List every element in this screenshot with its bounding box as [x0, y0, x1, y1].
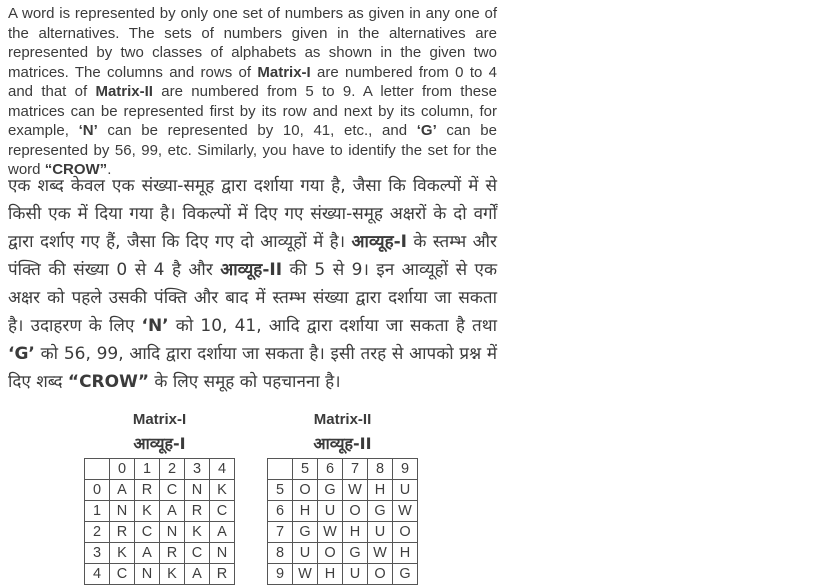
corner-cell [268, 459, 293, 480]
row-header-cell: 0 [85, 480, 110, 501]
table-row [85, 522, 235, 543]
text-segment: एक शब्द केवल एक संख्या-समूह द्वारा दर्शाया गया है, जैसा कि विकल्पों में से किसी एक में दिया गया है। विकल्पों में दिए गए संख्या-समूह अक्षरों के दो वर्गों द्वारा दर्शाए गए हैं, जैसा कि दिए गए दो आव्यूहों में है। [8, 176, 497, 252]
matrix-cell: N [160, 522, 185, 543]
table-row [85, 501, 235, 522]
row-header-cell: 6 [268, 501, 293, 522]
table-row [85, 459, 235, 480]
matrix-cell: R [135, 480, 160, 501]
text-segment: को 10, 41, आदि द्वारा दर्शाया जा सकता है तथा [168, 316, 497, 336]
text-segment-bold: ‘N’ [141, 316, 169, 336]
text-segment-bold: आव्यूह-II [220, 260, 283, 280]
matrix-cell: C [210, 501, 235, 522]
matrix-cell: A [135, 543, 160, 564]
text-segment-bold: आव्यूह-I [351, 232, 408, 252]
text-segment-bold: Matrix-I [257, 63, 311, 81]
text-segment-bold: “CROW” [44, 161, 108, 178]
text-segment: can be represented by 10, 41, etc., and [97, 122, 417, 139]
table-row [268, 543, 418, 564]
text-segment-bold: ‘G’ [416, 122, 437, 139]
matrix-cell: G [318, 480, 343, 501]
text-segment: . [107, 161, 112, 178]
matrix-cell: N [210, 543, 235, 564]
table-row [268, 564, 418, 585]
text-segment: A word is represented by only one set of numbers as given in any one of the alternatives. The sets of numbers given in the alternatives are represented by two classes of alphabets as shown in the given two matrices. The columns and rows of [8, 5, 497, 81]
matrix-cell: C [110, 564, 135, 585]
matrix1-title: Matrix-I [132, 411, 187, 428]
col-header-cell: 9 [393, 459, 418, 480]
matrix-cell: R [110, 522, 135, 543]
matrix-cell: K [160, 564, 185, 585]
matrix-cell: K [135, 501, 160, 522]
text-segment: के लिए समूह को पहचानना है। [149, 372, 341, 392]
table-row [268, 522, 418, 543]
col-header-cell: 6 [318, 459, 343, 480]
matrix-cell: R [210, 564, 235, 585]
row-header-cell: 8 [268, 543, 293, 564]
row-header-cell: 4 [85, 564, 110, 585]
matrix-cell: A [160, 501, 185, 522]
text-segment: are numbered from 0 to 4 and that of [8, 63, 497, 100]
matrix-cell: U [368, 522, 393, 543]
matrix-cell: G [393, 564, 418, 585]
matrix-cell: C [135, 522, 160, 543]
text-segment: के स्तम्भ और पंक्ति की संख्या 0 से 4 है और [8, 232, 497, 280]
matrix-cell: H [318, 564, 343, 585]
col-header-cell: 5 [293, 459, 318, 480]
question-text-english [8, 4, 497, 180]
matrix1-table [84, 458, 235, 585]
matrix-cell: O [393, 522, 418, 543]
matrix-cell: O [318, 543, 343, 564]
matrix-cell: K [110, 543, 135, 564]
matrix1-label [84, 410, 235, 457]
matrix-cell: A [210, 522, 235, 543]
col-header-cell: 3 [185, 459, 210, 480]
col-header-cell: 7 [343, 459, 368, 480]
table-row [85, 480, 235, 501]
matrix-cell: R [185, 501, 210, 522]
matrix2-table [267, 458, 418, 585]
matrix-cell: N [110, 501, 135, 522]
matrix-cell: K [210, 480, 235, 501]
matrix-cell: H [393, 543, 418, 564]
text-segment: are numbered from 5 to 9. A letter from these matrices can be represented first by its row and next by its column, for example, [8, 83, 497, 139]
text-segment: की 5 से 9। इन आव्यूहों से एक अक्षर को पहले उसकी पंक्ति और बाद में स्तम्भ संख्या द्वारा दर्शाया जा सकता है। उदाहरण के लिए [8, 260, 497, 336]
row-header-cell: 5 [268, 480, 293, 501]
matrix-cell: N [135, 564, 160, 585]
matrix-cell: G [343, 543, 368, 564]
matrix-cell: U [293, 543, 318, 564]
table-row [268, 459, 418, 480]
matrix-cell: O [368, 564, 393, 585]
matrix2-title: Matrix-II [313, 411, 372, 428]
question-text-hindi [8, 172, 497, 396]
matrix-cell: A [110, 480, 135, 501]
matrix-cell: W [393, 501, 418, 522]
matrix-cell: A [185, 564, 210, 585]
matrix-cell: W [343, 480, 368, 501]
row-header-cell: 7 [268, 522, 293, 543]
matrix2-label [267, 410, 418, 457]
matrix-cell: U [343, 564, 368, 585]
table-row [268, 501, 418, 522]
row-header-cell: 2 [85, 522, 110, 543]
matrix-cell: W [318, 522, 343, 543]
col-header-cell: 0 [110, 459, 135, 480]
col-header-cell: 2 [160, 459, 185, 480]
row-header-cell: 3 [85, 543, 110, 564]
matrix-cell: O [293, 480, 318, 501]
text-segment: can be represented by 56, 99, etc. Similarly, you have to identify the set for the word [8, 122, 497, 178]
matrix-cell: H [343, 522, 368, 543]
text-segment-bold: Matrix-II [95, 83, 153, 100]
matrix-cell: H [368, 480, 393, 501]
matrix-cell: C [185, 543, 210, 564]
matrix2-subtitle: आव्यूह-II [313, 434, 372, 453]
col-header-cell: 1 [135, 459, 160, 480]
col-header-cell: 4 [210, 459, 235, 480]
text-segment-bold: “CROW” [67, 372, 150, 392]
matrix1-subtitle: आव्यूह-I [133, 434, 186, 453]
matrix-cell: C [160, 480, 185, 501]
table-row [85, 543, 235, 564]
row-header-cell: 9 [268, 564, 293, 585]
matrix-cell: G [368, 501, 393, 522]
matrix-cell: O [343, 501, 368, 522]
matrix-cell: H [293, 501, 318, 522]
matrix-cell: R [160, 543, 185, 564]
matrix-cell: U [393, 480, 418, 501]
table-row [85, 564, 235, 585]
text-segment-bold: ‘G’ [8, 344, 35, 364]
matrix-cell: W [368, 543, 393, 564]
corner-cell [85, 459, 110, 480]
matrix-cell: N [185, 480, 210, 501]
matrix-cell: G [293, 522, 318, 543]
matrix-cell: W [293, 564, 318, 585]
table-row [268, 480, 418, 501]
text-segment: को 56, 99, आदि द्वारा दर्शाया जा सकता है। इसी तरह से आपको प्रश्न में दिए शब्द [8, 344, 497, 392]
col-header-cell: 8 [368, 459, 393, 480]
row-header-cell: 1 [85, 501, 110, 522]
text-segment-bold: ‘N’ [78, 122, 98, 139]
matrix-cell: U [318, 501, 343, 522]
matrix-cell: K [185, 522, 210, 543]
